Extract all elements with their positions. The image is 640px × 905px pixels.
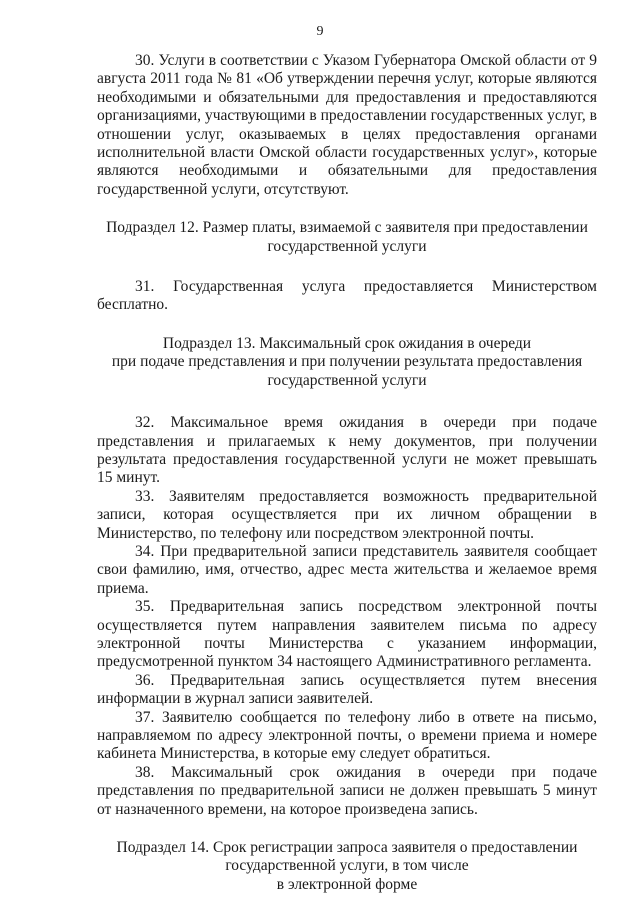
paragraph-30: 30. Услуги в соответствии с Указом Губернатора Омской области от 9 августа 2011 года № 81 «Об утверждении перечня услуг, которые являются необходимыми и обязательными для предоставления и предоставляются организациями, участвующими в предоставлении государственных услуг, в отношении услуг, оказываемых в целях предоставления органами исполнительной власти Омской области государственных услуг», которые являются необходимыми и обязательными для предоставления государственной услуги, отсутствуют. bbox=[97, 52, 597, 198]
heading-subsection-14 bbox=[97, 839, 597, 894]
heading-line: Подраздел 14. Срок регистрации запроса заявителя о предоставлении bbox=[116, 839, 578, 857]
heading-line: государственной услуги, в том числе bbox=[225, 857, 469, 875]
paragraph-34: 34. При предварительной записи представитель заявителя сообщает свои фамилию, имя, отчество, адрес места жительства и желаемое время приема. bbox=[97, 542, 597, 597]
page-number: 9 bbox=[316, 24, 324, 39]
heading-line: государственной услуги bbox=[267, 371, 427, 389]
heading-line: Подраздел 12. Размер платы, взимаемой с заявителя при предоставлении bbox=[106, 219, 588, 237]
heading-line: Подраздел 13. Максимальный срок ожидания в очереди bbox=[162, 334, 532, 352]
paragraph-38: 38. Максимальный срок ожидания в очереди при подаче представления по предварительной записи не должен превышать 5 минут от назначенного времени, на которое произведена запись. bbox=[97, 763, 597, 818]
heading-line: государственной услуги bbox=[267, 237, 427, 255]
heading-subsection-13 bbox=[97, 335, 597, 390]
heading-subsection-12 bbox=[97, 219, 597, 256]
paragraph-33: 33. Заявителям предоставляется возможность предварительной записи, которая осуществляется при их личном обращении в Министерство, по телефону или посредством электронной почты. bbox=[97, 487, 597, 542]
paragraph-31: 31. Государственная услуга предоставляется Министерством бесплатно. bbox=[97, 278, 597, 314]
paragraph-32: 32. Максимальное время ожидания в очереди при подаче представления и прилагаемых к нему документов, при получении результата предоставления государственной услуги не может превышать 15 минут. bbox=[97, 414, 597, 487]
paragraph-35: 35. Предварительная запись посредством электронной почты осуществляется путем направления заявителем письма по адресу электронной почты Министерства с указанием информации, предусмотренной пунктом 34 настоящего Административного регламента. bbox=[97, 598, 597, 671]
heading-line: в электронной форме bbox=[276, 875, 418, 893]
paragraph-36: 36. Предварительная запись осуществляется путем внесения информации в журнал записи заявителей. bbox=[97, 671, 597, 708]
page-content bbox=[97, 52, 597, 894]
heading-line: при подаче представления и при получении результата предоставления bbox=[111, 353, 583, 371]
paragraph-37: 37. Заявителю сообщается по телефону либо в ответе на письмо, направляемом по адресу электронной почты, о времени приема и номере кабинета Министерства, в которые ему следует обратиться. bbox=[97, 708, 597, 763]
